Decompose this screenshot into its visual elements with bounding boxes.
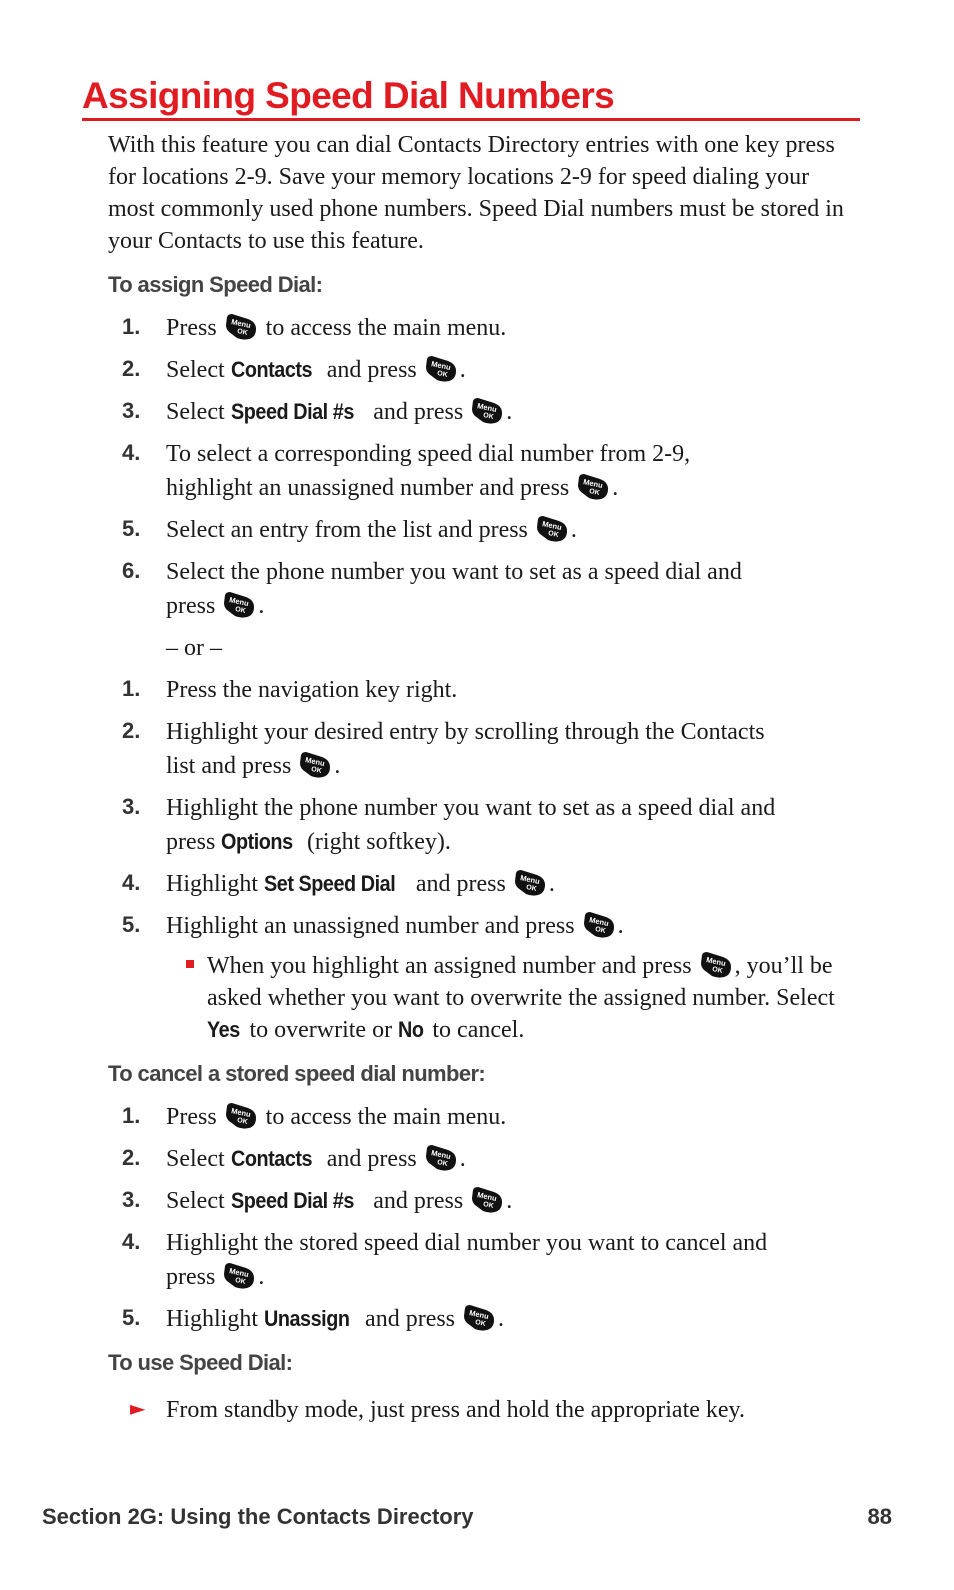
svg-text:OK: OK: [236, 328, 248, 338]
cancel-step-4: Highlight the stored speed dial number you want to cancel and press Menu OK .: [166, 1230, 768, 1290]
alt-step-number: 5.: [122, 912, 141, 937]
menu-ok-key-icon: [223, 591, 256, 619]
menu-ok-key-icon: [225, 313, 258, 341]
menu-ok-key-icon: [577, 473, 610, 501]
assign-step-number: 6.: [122, 558, 141, 583]
svg-text:Menu: Menu: [476, 1190, 498, 1203]
cancel-step-2: Select Contacts and press Menu OK .: [166, 1146, 466, 1172]
alt-step-number: 2.: [122, 718, 141, 743]
assign-step-number: 1.: [122, 314, 141, 339]
assign-step-3: Select Speed Dial #s and press Menu OK .: [166, 399, 513, 425]
svg-text:OK: OK: [594, 926, 606, 936]
menu-ok-key-icon: [299, 751, 332, 779]
svg-text:OK: OK: [436, 370, 448, 380]
svg-text:OK: OK: [236, 1117, 248, 1127]
overwrite-note: When you highlight an assigned number and press Menu OK , you’ll be asked whether you want to overwrite the assigned number. Select Yes to overwrite or No to cancel.: [207, 953, 835, 1043]
svg-text:OK: OK: [310, 766, 323, 776]
cancel-step-number: 1.: [122, 1103, 141, 1128]
svg-text:OK: OK: [588, 488, 601, 498]
alt-step-1: Press the navigation key right.: [166, 677, 458, 703]
svg-text:Menu: Menu: [468, 1308, 490, 1321]
svg-text:Menu: Menu: [228, 595, 250, 608]
menu-ok-key-icon: [225, 1102, 258, 1130]
assign-step-6: Select the phone number you want to set as a speed dial and press Menu OK .: [166, 559, 742, 619]
svg-text:Menu: Menu: [228, 1266, 250, 1279]
assign-step-1: Press Menu OK to access the main menu.: [166, 315, 507, 341]
menu-ok-key-icon: [583, 911, 616, 939]
cancel-step-number: 3.: [122, 1187, 141, 1212]
alt-step-number: 4.: [122, 870, 141, 895]
svg-text:Menu: Menu: [582, 477, 604, 490]
svg-text:OK: OK: [482, 412, 495, 422]
svg-text:OK: OK: [234, 1277, 247, 1287]
menu-ok-key-icon: [471, 1186, 504, 1214]
svg-text:Menu: Menu: [230, 1106, 252, 1119]
assign-step-number: 5.: [122, 516, 141, 541]
alt-step-2: Highlight your desired entry by scrolling through the Contacts list and press Menu OK .: [166, 719, 765, 779]
svg-text:OK: OK: [474, 1319, 487, 1329]
svg-text:Menu: Menu: [476, 401, 498, 414]
assign-step-2: Select Contacts and press Menu OK .: [166, 357, 466, 383]
svg-text:Menu: Menu: [430, 1148, 452, 1161]
alt-step-3: Highlight the phone number you want to set as a speed dial and press Options (right softkey).: [166, 795, 776, 855]
assign-step-4: To select a corresponding speed dial number from 2-9, highlight an unassigned number and press Menu OK .: [166, 441, 691, 501]
menu-ok-key-icon: [463, 1304, 496, 1332]
svg-text:Menu: Menu: [519, 873, 541, 886]
menu-ok-key-icon: [425, 355, 458, 383]
svg-text:OK: OK: [547, 530, 560, 540]
cancel-step-1: Press Menu OK to access the main menu.: [166, 1104, 507, 1130]
cancel-step-5: Highlight Unassign and press Menu OK .: [166, 1306, 505, 1332]
svg-text:Menu: Menu: [705, 955, 727, 968]
svg-text:Menu: Menu: [541, 519, 563, 532]
footer-page-number: 88: [867, 1504, 892, 1529]
or-separator: – or –: [166, 635, 222, 661]
use-instruction: From standby mode, just press and hold the appropriate key.: [166, 1397, 745, 1423]
assign-step-number: 3.: [122, 398, 141, 423]
assign-step-number: 4.: [122, 440, 141, 465]
menu-ok-key-icon: [700, 951, 733, 979]
cancel-step-number: 5.: [122, 1305, 141, 1330]
menu-ok-key-icon: [536, 515, 569, 543]
svg-text:Menu: Menu: [588, 915, 610, 928]
svg-text:Menu: Menu: [304, 755, 326, 768]
cancel-step-number: 2.: [122, 1145, 141, 1170]
svg-text:OK: OK: [436, 1159, 448, 1169]
footer-section-label: Section 2G: Using the Contacts Directory: [42, 1504, 474, 1529]
assign-step-number: 2.: [122, 356, 141, 381]
cancel-heading: To cancel a stored speed dial number:: [108, 1061, 486, 1086]
right-arrow-bullet-icon: ►: [130, 1396, 146, 1420]
use-heading: To use Speed Dial:: [108, 1350, 293, 1375]
assign-heading: To assign Speed Dial:: [108, 272, 323, 297]
menu-ok-key-icon: [514, 869, 547, 897]
svg-text:OK: OK: [234, 606, 247, 616]
square-bullet-icon: [186, 960, 194, 968]
menu-ok-key-icon: [425, 1144, 458, 1172]
svg-text:Menu: Menu: [430, 359, 452, 372]
page-title: Assigning Speed Dial Numbers: [82, 76, 860, 121]
alt-step-5: Highlight an unassigned number and press Menu OK .: [166, 913, 624, 939]
alt-step-number: 1.: [122, 676, 141, 701]
svg-text:OK: OK: [525, 884, 538, 894]
cancel-step-3: Select Speed Dial #s and press Menu OK .: [166, 1188, 513, 1214]
alt-step-number: 3.: [122, 794, 141, 819]
svg-text:Menu: Menu: [230, 317, 252, 330]
assign-step-5: Select an entry from the list and press Menu OK .: [166, 517, 577, 543]
svg-text:OK: OK: [711, 966, 723, 976]
alt-step-4: Highlight Set Speed Dial and press Menu OK .: [166, 871, 555, 897]
intro-paragraph: With this feature you can dial Contacts Directory entries with one key press for locations 2-9. Save your memory locations 2-9 for speed dialing your most commonly used phone numbers. Speed Dial numbers must be stored in your Contacts to use this feature.: [108, 132, 844, 254]
cancel-step-number: 4.: [122, 1229, 141, 1254]
svg-text:OK: OK: [482, 1201, 495, 1211]
menu-ok-key-icon: [471, 397, 504, 425]
menu-ok-key-icon: [223, 1262, 256, 1290]
